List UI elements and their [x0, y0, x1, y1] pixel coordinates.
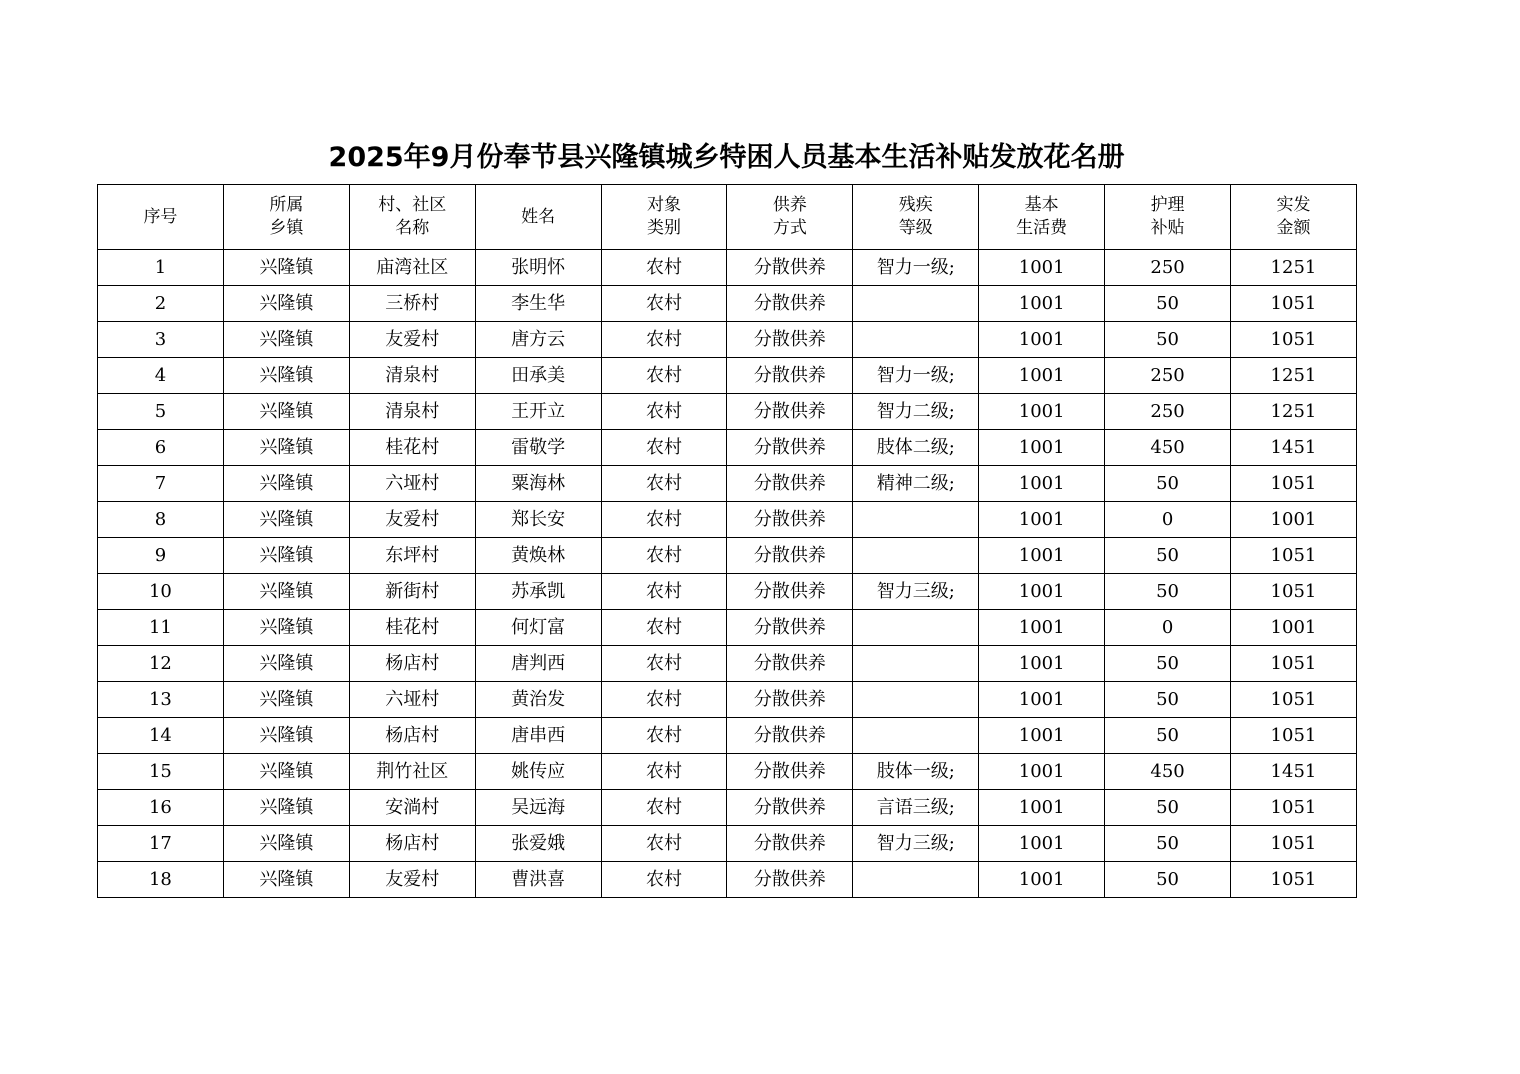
table-cell: 农村	[601, 394, 727, 430]
table-cell: 农村	[601, 286, 727, 322]
table-cell: 1251	[1231, 250, 1357, 286]
table-cell: 何灯富	[475, 610, 601, 646]
column-header-line: 对象	[647, 195, 681, 215]
table-cell: 1051	[1231, 646, 1357, 682]
table-cell: 兴隆镇	[223, 610, 349, 646]
table-cell: 13	[98, 682, 224, 718]
table-cell: 分散供养	[727, 754, 853, 790]
table-cell: 1251	[1231, 358, 1357, 394]
table-cell: 苏承凯	[475, 574, 601, 610]
table-cell: 分散供养	[727, 790, 853, 826]
column-header-line: 补贴	[1150, 218, 1185, 238]
table-cell: 分散供养	[727, 646, 853, 682]
table-cell: 分散供养	[727, 718, 853, 754]
table-cell: 11	[98, 610, 224, 646]
table-cell: 兴隆镇	[223, 862, 349, 898]
table-cell: 50	[1105, 286, 1231, 322]
table-cell: 姚传应	[475, 754, 601, 790]
table-row	[98, 718, 1357, 754]
table-cell: 兴隆镇	[223, 682, 349, 718]
table-cell: 唐串西	[475, 718, 601, 754]
table-cell: 杨店村	[349, 718, 475, 754]
table-cell: 50	[1105, 322, 1231, 358]
table-cell: 农村	[601, 250, 727, 286]
table-cell: 1001	[979, 250, 1105, 286]
table-cell: 50	[1105, 646, 1231, 682]
table-cell: 农村	[601, 430, 727, 466]
table-cell: 1051	[1231, 466, 1357, 502]
table-cell: 智力三级;	[853, 826, 979, 862]
table-cell: 兴隆镇	[223, 574, 349, 610]
table-row	[98, 358, 1357, 394]
column-header-line: 方式	[772, 218, 807, 238]
table-cell: 分散供养	[727, 610, 853, 646]
table-row	[98, 826, 1357, 862]
column-header-line: 所属	[269, 195, 304, 215]
table-cell: 8	[98, 502, 224, 538]
table-row	[98, 754, 1357, 790]
column-header-line: 名称	[395, 218, 430, 238]
table-cell: 农村	[601, 826, 727, 862]
header-row	[98, 185, 1357, 250]
table-cell: 1001	[1231, 502, 1357, 538]
table-cell: 杨店村	[349, 646, 475, 682]
table-cell: 智力三级;	[853, 574, 979, 610]
table-cell: 分散供养	[727, 862, 853, 898]
table-cell: 荆竹社区	[349, 754, 475, 790]
table-cell: 农村	[601, 646, 727, 682]
table-cell	[853, 502, 979, 538]
table-cell: 1001	[979, 502, 1105, 538]
table-cell: 15	[98, 754, 224, 790]
table-cell: 1251	[1231, 394, 1357, 430]
table-cell: 1001	[1231, 610, 1357, 646]
table-cell: 新街村	[349, 574, 475, 610]
table-cell: 农村	[601, 574, 727, 610]
table-cell: 1001	[979, 538, 1105, 574]
table-row	[98, 322, 1357, 358]
table-cell: 0	[1105, 610, 1231, 646]
column-header-line: 乡镇	[269, 218, 304, 238]
table-cell: 农村	[601, 862, 727, 898]
table-cell: 5	[98, 394, 224, 430]
table-cell: 0	[1105, 502, 1231, 538]
table-cell: 1001	[979, 322, 1105, 358]
table-cell: 李生华	[475, 286, 601, 322]
table-cell: 分散供养	[727, 430, 853, 466]
column-header	[601, 185, 727, 250]
table-cell: 兴隆镇	[223, 646, 349, 682]
table-row	[98, 610, 1357, 646]
table-row	[98, 646, 1357, 682]
table-cell: 六垭村	[349, 682, 475, 718]
table-cell: 250	[1105, 358, 1231, 394]
table-cell: 唐方云	[475, 322, 601, 358]
table-cell: 农村	[601, 322, 727, 358]
table-cell: 1001	[979, 754, 1105, 790]
table-cell: 农村	[601, 610, 727, 646]
table-cell: 言语三级;	[853, 790, 979, 826]
table-cell: 友爱村	[349, 322, 475, 358]
table-cell: 友爱村	[349, 862, 475, 898]
table-cell	[853, 538, 979, 574]
table-cell: 吴远海	[475, 790, 601, 826]
table-cell: 9	[98, 538, 224, 574]
table-cell: 农村	[601, 358, 727, 394]
table-row	[98, 502, 1357, 538]
column-header-line: 供养	[772, 195, 807, 215]
table-cell: 50	[1105, 862, 1231, 898]
table-cell: 黄治发	[475, 682, 601, 718]
table-cell: 分散供养	[727, 358, 853, 394]
table-cell: 10	[98, 574, 224, 610]
table-cell: 分散供养	[727, 394, 853, 430]
table-cell	[853, 646, 979, 682]
column-header	[349, 185, 475, 250]
table-cell: 50	[1105, 538, 1231, 574]
table-cell: 1001	[979, 286, 1105, 322]
table-cell: 兴隆镇	[223, 286, 349, 322]
table-cell: 兴隆镇	[223, 718, 349, 754]
table-cell: 兴隆镇	[223, 538, 349, 574]
table-cell	[853, 610, 979, 646]
table-row	[98, 538, 1357, 574]
table-cell: 450	[1105, 430, 1231, 466]
column-header-line: 残疾	[898, 195, 933, 215]
table-cell: 1051	[1231, 322, 1357, 358]
table-cell: 1001	[979, 646, 1105, 682]
table-cell: 庙湾社区	[349, 250, 475, 286]
table-cell: 兴隆镇	[223, 790, 349, 826]
table-cell: 分散供养	[727, 574, 853, 610]
column-header-line: 序号	[143, 206, 178, 227]
table-cell: 12	[98, 646, 224, 682]
table-cell: 1001	[979, 430, 1105, 466]
table-row	[98, 790, 1357, 826]
table-cell: 分散供养	[727, 538, 853, 574]
table-cell: 50	[1105, 466, 1231, 502]
table-cell: 分散供养	[727, 286, 853, 322]
table-cell: 2	[98, 286, 224, 322]
table-cell: 兴隆镇	[223, 466, 349, 502]
table-cell: 250	[1105, 250, 1231, 286]
table-cell: 肢体二级;	[853, 430, 979, 466]
table-cell: 农村	[601, 718, 727, 754]
table-cell: 1001	[979, 358, 1105, 394]
table-cell: 1051	[1231, 682, 1357, 718]
table-cell	[853, 286, 979, 322]
table-cell	[853, 862, 979, 898]
table-cell: 兴隆镇	[223, 754, 349, 790]
table-cell: 兴隆镇	[223, 322, 349, 358]
table-cell	[853, 322, 979, 358]
table-cell: 1001	[979, 718, 1105, 754]
table-cell: 1051	[1231, 718, 1357, 754]
table-cell: 1451	[1231, 754, 1357, 790]
column-header-line: 姓名	[521, 206, 556, 227]
table-row	[98, 466, 1357, 502]
table-cell: 分散供养	[727, 502, 853, 538]
table-row	[98, 394, 1357, 430]
table-body	[98, 250, 1357, 898]
table-cell: 50	[1105, 718, 1231, 754]
table-cell: 农村	[601, 502, 727, 538]
table-cell: 杨店村	[349, 826, 475, 862]
table-cell: 18	[98, 862, 224, 898]
table-row	[98, 286, 1357, 322]
column-header	[979, 185, 1105, 250]
table-cell: 农村	[601, 682, 727, 718]
table-cell: 17	[98, 826, 224, 862]
table-cell: 田承美	[475, 358, 601, 394]
table-cell: 黄焕林	[475, 538, 601, 574]
table-cell: 张爱娥	[475, 826, 601, 862]
table-cell: 农村	[601, 790, 727, 826]
table-cell: 兴隆镇	[223, 430, 349, 466]
table-cell: 兴隆镇	[223, 826, 349, 862]
table-cell: 清泉村	[349, 358, 475, 394]
table-row	[98, 430, 1357, 466]
table-cell: 郑长安	[475, 502, 601, 538]
table-cell: 1001	[979, 790, 1105, 826]
table-cell: 分散供养	[727, 826, 853, 862]
page-title: 2025年9月份奉节县兴隆镇城乡特困人员基本生活补贴发放花名册	[328, 142, 1125, 173]
table-cell: 粟海林	[475, 466, 601, 502]
table-cell: 1051	[1231, 790, 1357, 826]
table-cell: 14	[98, 718, 224, 754]
column-header-line: 实发	[1276, 195, 1311, 215]
column-header-line: 护理	[1150, 195, 1185, 215]
table-cell: 王开立	[475, 394, 601, 430]
table-cell: 1051	[1231, 862, 1357, 898]
table-cell: 分散供养	[727, 466, 853, 502]
table-cell: 50	[1105, 790, 1231, 826]
table-cell: 1051	[1231, 574, 1357, 610]
table-cell: 精神二级;	[853, 466, 979, 502]
table-cell: 1051	[1231, 538, 1357, 574]
table-row	[98, 682, 1357, 718]
table-cell: 智力二级;	[853, 394, 979, 430]
table-cell: 友爱村	[349, 502, 475, 538]
table-row	[98, 862, 1357, 898]
table-cell	[853, 682, 979, 718]
column-header	[1231, 185, 1357, 250]
table-cell: 三桥村	[349, 286, 475, 322]
column-header-line: 生活费	[1016, 218, 1068, 238]
table-cell: 唐判西	[475, 646, 601, 682]
table-cell: 1001	[979, 862, 1105, 898]
table-cell: 农村	[601, 466, 727, 502]
table-cell: 桂花村	[349, 610, 475, 646]
column-header	[475, 185, 601, 250]
table-cell: 50	[1105, 826, 1231, 862]
table-cell: 桂花村	[349, 430, 475, 466]
table-cell: 农村	[601, 538, 727, 574]
table-cell: 1	[98, 250, 224, 286]
table-cell: 兴隆镇	[223, 502, 349, 538]
table-cell: 清泉村	[349, 394, 475, 430]
column-header	[853, 185, 979, 250]
table-cell: 兴隆镇	[223, 394, 349, 430]
table-cell: 张明怀	[475, 250, 601, 286]
column-header-line: 等级	[898, 218, 933, 238]
table-cell: 1001	[979, 394, 1105, 430]
table-cell: 1051	[1231, 286, 1357, 322]
table-cell: 1451	[1231, 430, 1357, 466]
table-cell: 450	[1105, 754, 1231, 790]
table-cell: 1001	[979, 466, 1105, 502]
table-cell: 7	[98, 466, 224, 502]
column-header-line: 类别	[647, 218, 681, 238]
table-cell: 50	[1105, 574, 1231, 610]
column-header	[1105, 185, 1231, 250]
table-cell: 东坪村	[349, 538, 475, 574]
table-cell: 安淌村	[349, 790, 475, 826]
table-cell: 1001	[979, 682, 1105, 718]
table-row	[98, 574, 1357, 610]
table-header	[98, 185, 1357, 250]
table-row	[98, 250, 1357, 286]
column-header	[98, 185, 224, 250]
table-cell: 4	[98, 358, 224, 394]
table-cell: 1001	[979, 826, 1105, 862]
column-header-line: 金额	[1276, 218, 1311, 238]
table-cell	[853, 718, 979, 754]
table-cell: 分散供养	[727, 250, 853, 286]
table-cell: 16	[98, 790, 224, 826]
column-header-line: 村、社区	[378, 195, 447, 215]
table-cell: 兴隆镇	[223, 358, 349, 394]
table-cell: 肢体一级;	[853, 754, 979, 790]
table-cell: 智力一级;	[853, 358, 979, 394]
table-cell: 农村	[601, 754, 727, 790]
table-cell: 兴隆镇	[223, 250, 349, 286]
column-header	[727, 185, 853, 250]
table-cell: 1001	[979, 610, 1105, 646]
table-cell: 50	[1105, 682, 1231, 718]
table-cell: 6	[98, 430, 224, 466]
table-cell: 3	[98, 322, 224, 358]
column-header-line: 基本	[1024, 195, 1059, 215]
table-cell: 分散供养	[727, 682, 853, 718]
table-cell: 六垭村	[349, 466, 475, 502]
column-header	[223, 185, 349, 250]
table-cell: 雷敬学	[475, 430, 601, 466]
table-cell: 分散供养	[727, 322, 853, 358]
table-cell: 1051	[1231, 826, 1357, 862]
table-cell: 250	[1105, 394, 1231, 430]
table-cell: 智力一级;	[853, 250, 979, 286]
roster-table	[97, 184, 1357, 898]
table-cell: 曹洪喜	[475, 862, 601, 898]
table-cell: 1001	[979, 574, 1105, 610]
